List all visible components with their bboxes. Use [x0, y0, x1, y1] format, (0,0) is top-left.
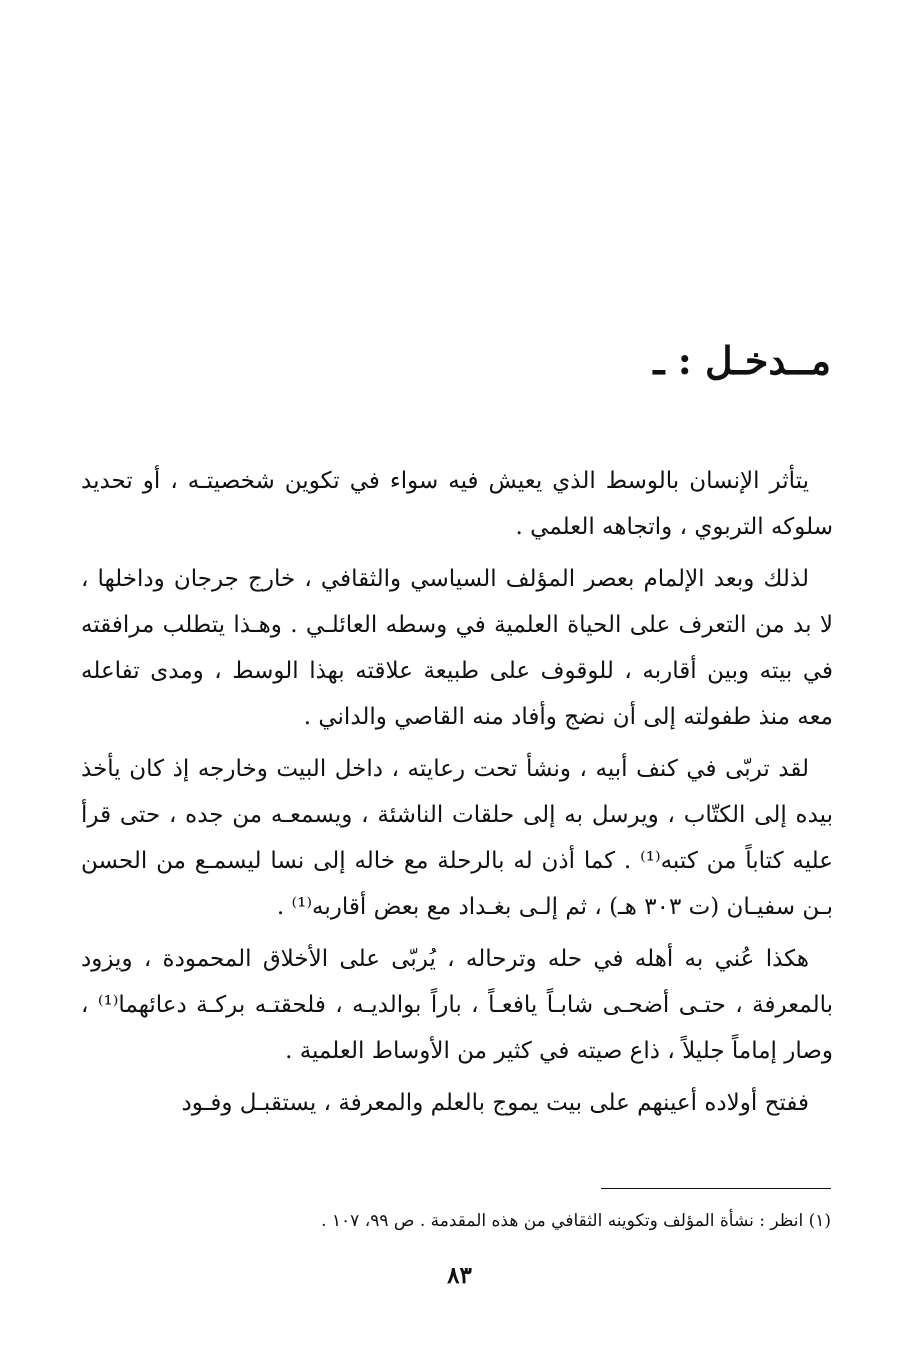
section-heading: مــدخـل : ـ	[653, 338, 831, 383]
footnote-separator	[601, 1188, 831, 1189]
paragraph-1: يتأثر الإنسان بالوسط الذي يعيش فيه سواء في تكوين شخصيتـه ، أو تحديد سلوكه التربوي ، واتجاهه العلمي .	[81, 468, 833, 540]
page-number: ٨٣	[447, 1262, 472, 1289]
paragraph-2: لذلك وبعد الإلمام بعصر المؤلف السياسي والثقافي ، خارج جرجان وداخلها ، لا بد من التعرف على الحياة العلمية في وسطه العائلـي . وهـذا يتطلب مرافقته في بيته وبين أقاربه ، للوقوف على طبيعة علاقته بهذا الوسط ، ومدى تفاعله معه منذ طفولته إلى أن نضج وأفاد منه القاصي والداني .	[81, 566, 833, 730]
footnote: (١) انظر : نشأة المؤلف وتكوينه الثقافي من هذه المقدمة . ص ٩٩، ١٠٧ .	[321, 1211, 831, 1231]
paragraph-5: ففتح أولاده أعينهم على بيت يموج بالعلم والمعرفة ، يستقبـل وفـود	[181, 1090, 809, 1116]
body-text	[81, 458, 833, 1126]
paragraph-3: لقد تربّى في كنف أبيه ، ونشأ تحت رعايته ، داخل البيت وخارجه إذ كان يأخذ بيده إلى الكتّاب ، ويرسل به إلى حلقات الناشئة ، ويسمعـه من جده ، حتى قرأ عليه كتاباً من كتبه⁽¹⁾ . كما أذن له بالرحلة مع خاله إلى نسا ليسمـع من الحسن بـن سفيـان (ت ٣٠٣ هـ) ، ثم إلـى بغـداد مع بعض أقاربه⁽¹⁾ .	[81, 756, 833, 920]
paragraph-4: هكذا عُني به أهله في حله وترحاله ، يُربّى على الأخلاق المحمودة ، ويزود بالمعرفة ، حتـى أضحـى شابـاً يافعـاً ، باراً بوالديـه ، فلحقتـه بركـة دعائهما⁽¹⁾ ، وصار إماماً جليلاً ، ذاع صيته في كثير من الأوساط العلمية .	[81, 946, 833, 1064]
